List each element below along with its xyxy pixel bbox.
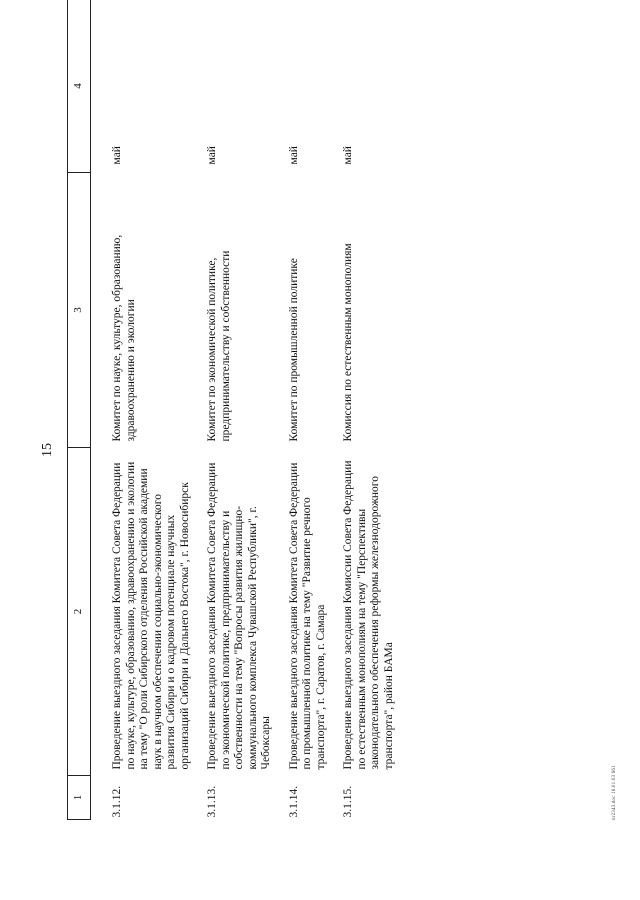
table-header-row (68, 0, 91, 820)
event-description: Проведение выездного заседания Комитета Совета Федерации по промышленной политике на тему "Развитие речного транспорта", г. Саратов, г. Самара (287, 462, 327, 770)
item-number: 3.1.14. (287, 785, 300, 818)
plan-table (67, 0, 410, 820)
column-header: 1 (68, 776, 91, 820)
column-header: 2 (68, 448, 91, 776)
item-number: 3.1.13. (206, 785, 218, 818)
responsible-body: Комитет по экономической политике, предпринимательству и собственности (206, 250, 232, 442)
table-row (91, 0, 207, 820)
responsible-body: Комиссия по естественным монополиям (342, 243, 354, 442)
responsible-body: Комитет по науке, культуре, образованию, здравоохранению и экологии (111, 234, 137, 442)
schedule-month: май (111, 146, 123, 165)
schedule-month: май (342, 146, 354, 165)
event-description: Проведение выездного заседания Комиссии Совета Федерации по естественным монополиям на тему "Перспективы законодательного обеспечения реформы железнодорожного транспорта", район БАМа (342, 460, 395, 770)
schedule-month: май (287, 146, 300, 165)
table-row (206, 0, 288, 820)
column-header: 4 (68, 0, 91, 173)
table-row (288, 0, 343, 820)
event-description: Проведение выездного заседания Комитета Совета Федерации по экономической политике, предпринимательству и собственности на тему "Вопросы развития жилищно-коммунального комплекса Чувашской Республики", г. Чебоксары (206, 462, 272, 770)
table-row (342, 0, 410, 820)
item-number: 3.1.15. (342, 785, 354, 818)
footer-document-code: nr2343.doc 16.01.03 661 (612, 765, 617, 820)
responsible-body: Комитет по промышленной политике (287, 258, 300, 442)
event-description: Проведение выездного заседания Комитета Совета Федерации по науке, культуре, образованию, здравоохранению и экологии на тему "О роли Сибирского отделения Российской академии наук в научном обеспечении социально-экономического развития Сибири и о кадровом потенциале научных организаций Сибири и Дальнего Востока", г. Новосибирск (111, 461, 191, 770)
page-number: 15 (40, 443, 55, 457)
schedule-month: май (206, 146, 218, 165)
item-number: 3.1.12. (111, 785, 123, 818)
column-header: 3 (68, 173, 91, 448)
